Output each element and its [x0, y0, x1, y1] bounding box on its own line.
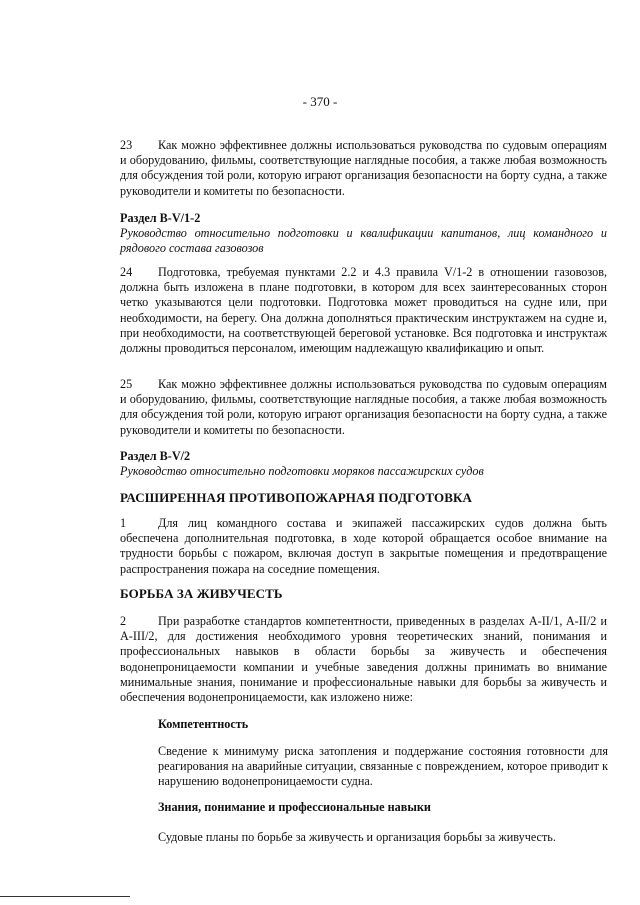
paragraph-24 [120, 265, 607, 356]
heading-fire-training: РАСШИРЕННАЯ ПРОТИВОПОЖАРНАЯ ПОДГОТОВКА [120, 490, 473, 505]
knowledge-heading: Знания, понимание и профессиональные навыки [158, 800, 431, 814]
paragraph-text: Как можно эффективнее должны использоваться руководства по судовым операциям и оборудованию, фильмы, соответствующие наглядные пособия, а также любая возможность для обсуждения той роли, которую играют организация безопасности на борту судна, а также руководители и комитеты по безопасности. [120, 138, 607, 198]
paragraph-number: 23 [120, 138, 133, 152]
paragraph-25 [120, 377, 607, 438]
paragraph-number: 25 [120, 377, 133, 391]
section-title-b-v-1-2: Раздел B-V/1-2 [120, 211, 201, 225]
page-number: - 370 - [302, 94, 338, 109]
paragraph-text: Для лиц командного состава и экипажей пассажирских судов должна быть обеспечена дополнительная подготовка, в ходе которой обращается особое внимание на трудности борьбы с пожаром, включая доступ в закрытые помещения и предотвращение распространения пожара на соседние помещения. [120, 516, 607, 576]
competence-text: Сведение к минимуму риска затопления и поддержание состояния готовности для реагирования на аварийные ситуации, связанные с повреждением, которое приводит к нарушению водонепроницаемости судна. [158, 744, 608, 789]
paragraph-1 [120, 516, 607, 577]
section-subtitle-b-v-2: Руководство относительно подготовки моряков пассажирских судов [120, 464, 484, 478]
paragraph-text: При разработке стандартов компетентности, приведенных в разделах A-II/1, A-II/2 и A-III/2, для достижения необходимого уровня теоретических знаний, понимания и профессиональных навыков в области борьбы за живучесть и обеспечения водонепроницаемости компании и учебные заведения должны принимать во внимание минимальные знания, понимание и профессиональные навыки для борьбы за живучесть и обеспечения водонепроницаемости, как изложено ниже: [120, 614, 607, 705]
paragraph-text: Как можно эффективнее должны использоваться руководства по судовым операциям и оборудованию, фильмы, соответствующие наглядные пособия, а также любая возможность для обсуждения той роли, которую играют организация безопасности на борту судна, а также руководители и комитеты по безопасности. [120, 377, 607, 437]
paragraph-number: 24 [120, 265, 133, 279]
section-title-b-v-2: Раздел B-V/2 [120, 449, 191, 463]
heading-damage-control: БОРЬБА ЗА ЖИВУЧЕСТЬ [120, 586, 283, 601]
paragraph-number: 2 [120, 614, 127, 628]
section-subtitle-b-v-1-2: Руководство относительно подготовки и квалификации капитанов, лиц командного и рядового состава газовозов [120, 226, 607, 256]
paragraph-23 [120, 138, 607, 199]
footer-divider [0, 896, 130, 897]
paragraph-2 [120, 614, 607, 705]
knowledge-text: Судовые планы по борьбе за живучесть и организация борьбы за живучесть. [158, 830, 556, 844]
paragraph-text: Подготовка, требуемая пунктами 2.2 и 4.3 правила V/1-2 в отношении газовозов, должна быть изложена в плане подготовки, в котором для всех заинтересованных сторон четко указываются цели подготовки. Подготовка может проводиться на судне или, при необходимости, на берегу. Она должна дополняться практическим инструктажем на судне и, при необходимости, на соответствующей береговой установке. Вся подготовка и инструктаж должны проводиться персоналом, имеющим надлежащую квалификацию и опыт. [120, 265, 607, 356]
paragraph-number: 1 [120, 516, 127, 530]
competence-heading: Компетентность [158, 717, 249, 731]
